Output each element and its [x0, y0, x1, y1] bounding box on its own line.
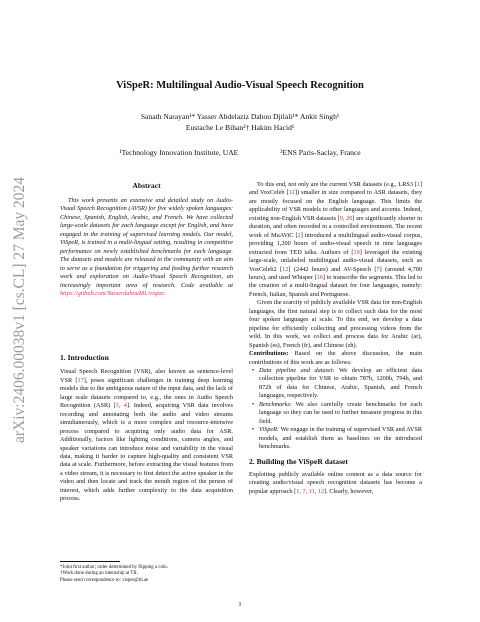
- footnote-3: Please send correspondence to: visper@tii.ae: [60, 577, 149, 583]
- paper-title: ViSpeR: Multilingual Audio-Visual Speech Recognition: [116, 80, 364, 91]
- citation-link[interactable]: 1: [416, 181, 420, 188]
- list-item: • Data pipeline and dataset: We develop an efficient data collection pipeline for VSR to obtain 787h, 1200h, 794h, and 872h of data for Chinese, Arabic, Spanish, and French languages, respectively.: [259, 367, 422, 401]
- introduction-heading: 1. Introduction: [60, 353, 109, 362]
- affiliations: [60, 148, 420, 157]
- abstract-heading: Abstract: [132, 181, 161, 190]
- footnotes: [60, 565, 233, 584]
- citation-link[interactable]: 3, 4: [115, 402, 127, 410]
- footnote-1: *Joint first author; order determined by flipping a coin.: [60, 565, 168, 570]
- footnote-2: †Work done during an internship at TII.: [60, 571, 138, 577]
- citation-link[interactable]: 1, 7, 11, 12: [296, 487, 325, 495]
- abstract: [60, 197, 233, 298]
- page-number: 1: [238, 601, 242, 608]
- contributions-list: [249, 367, 422, 452]
- list-item: • ViSpeR: We engage in the training of supervised VSR and AVSR models, and establish them as baselines on the introduced benchmarks.: [259, 426, 422, 451]
- authors: [60, 111, 420, 133]
- citation-link[interactable]: 2: [297, 231, 301, 239]
- introduction-paragraph: Visual Speech Recognition (VSR), also known as sentence-level VSR [17], poses significant challenges in training deep learning models due to the ambiguous nature of the input data, and the lack of large scale datasets compared to, e.g., the ones in Audio Speech Recognition (ASR) [3, 4]. Indeed, acquiring VSR data involves recording and annotating both the audio and video streams simultaneously, which is a more complex and resource-intensive process compared to acquiring only audio data for ASR. Additionally, factors like lighting conditions, camera angles, and speaker variations can introduce noise and variability in the visual data, making it harder to capture high-quality and consistent VSR data at scale. Furthermore, before extracting the visual features from a video stream, it is necessary to first detect the active speaker in the video and then locate and track the mouth region of the person of interest, which adds further complexity to the data acquisition process.: [60, 368, 234, 503]
- citation-link[interactable]: 19: [353, 248, 360, 256]
- right-column: [249, 181, 422, 496]
- citation-link[interactable]: 7: [376, 265, 380, 273]
- citation-link[interactable]: 16: [316, 273, 323, 281]
- code-link[interactable]: https://github.com/YasserdahouML/visper.: [60, 289, 166, 297]
- arxiv-id-text: arXiv:2406.00038v1 [cs.CL] 27 May 2024: [11, 176, 28, 444]
- citation-link[interactable]: 9, 20: [339, 214, 353, 222]
- section-2-paragraph: Exploiting publicly available online content as a data source for creating audio/visual speech recognition datasets has become a popular approach [1, 7, 11, 12]. Clearly, however,: [249, 470, 422, 495]
- authors-line-1: Sanath Narayan¹* Yasser Abdelaziz Dahou Djilali¹* Ankit Singh¹: [140, 112, 340, 121]
- affiliation-2: ²ENS Paris-Saclay, France: [280, 148, 361, 157]
- list-item: • Benchmarks: We also carefully create benchmarks for each language so they can be used to further measure progress in this field.: [259, 401, 422, 426]
- citation-link[interactable]: 12: [288, 189, 295, 197]
- abstract-text: This work presents an extensive and detailed study on Audio-Visual Speech Recognition (AVSR) for five widely spoken languages: Chinese, Spanish, English, Arabic, and French. We have collected large-scale datasets for each language except for English, and have engaged in the training of supervised learning models. Our model, ViSpeR, is trained in a multi-lingual setting, resulting in competitive performance on newly established benchmarks for each language. The datasets and models are released to the community with an aim to serve as a foundation for triggering and feeding further research work and exploration on Audio-Visual Speech Recognition, an increasingly important area of research. Code available at: [60, 197, 233, 289]
- contributions-paragraph: Contributions: Based on the above discussion, the main contributions of this work are as follows:: [249, 350, 423, 366]
- right-paragraph-2: Given the scarcity of publicly available VSR data for non-English languages, the first natural step is to collect such data for the most four spoken languages at scale. To this end, we develop a data pipeline for efficiently collecting and processing videos from the wild. In this work, we collect and process data for Arabic (ar), Spanish (es), French (fr), and Chinese (zh).: [249, 299, 422, 349]
- section-2-heading: 2. Building the ViSpeR dataset: [249, 456, 348, 466]
- right-paragraph-1: To this end, not only are the current VSR datasets (e.g., LRS3 [1] and VoxCeleb [12]) smaller in size compared to ASR datasets, they are mostly focused on the English language. This limits the applicability of VSR models to other languages and accents. Indeed, existing non-English VSR datasets [9, 20] are significantly shorter in duration, and often recorded in a controlled environment. The recent work of MuAViC [2] introduced a multilingual audio-visual corpus, providing 1,200 hours of audio-visual speech in nine languages extracted from TED talks. Authors of [19] leveraged the existing large-scale, unlabeled multilingual audio-visual datasets, such as VoxCeleb2 [12] (2442 hours) and AV-Speech [7] (around 4,700 hours), and used Whisper [16] to transcribe the segments. This led to the creation of a multi-lingual dataset for four languages, namely: French, Italian, Spanish and Portuguese.: [249, 181, 423, 298]
- affiliation-1: ¹Technology Innovation Institute, UAE: [119, 148, 239, 157]
- arxiv-identifier: [6, 140, 30, 480]
- citation-link[interactable]: 12: [282, 265, 289, 273]
- introduction-section: [60, 354, 233, 504]
- footnote-rule: [60, 561, 120, 562]
- contributions-label: Contributions:: [249, 350, 289, 358]
- citation-link[interactable]: 17: [77, 376, 84, 384]
- authors-line-2: Eustache Le Bihan²† Hakim Hacid¹: [185, 123, 295, 132]
